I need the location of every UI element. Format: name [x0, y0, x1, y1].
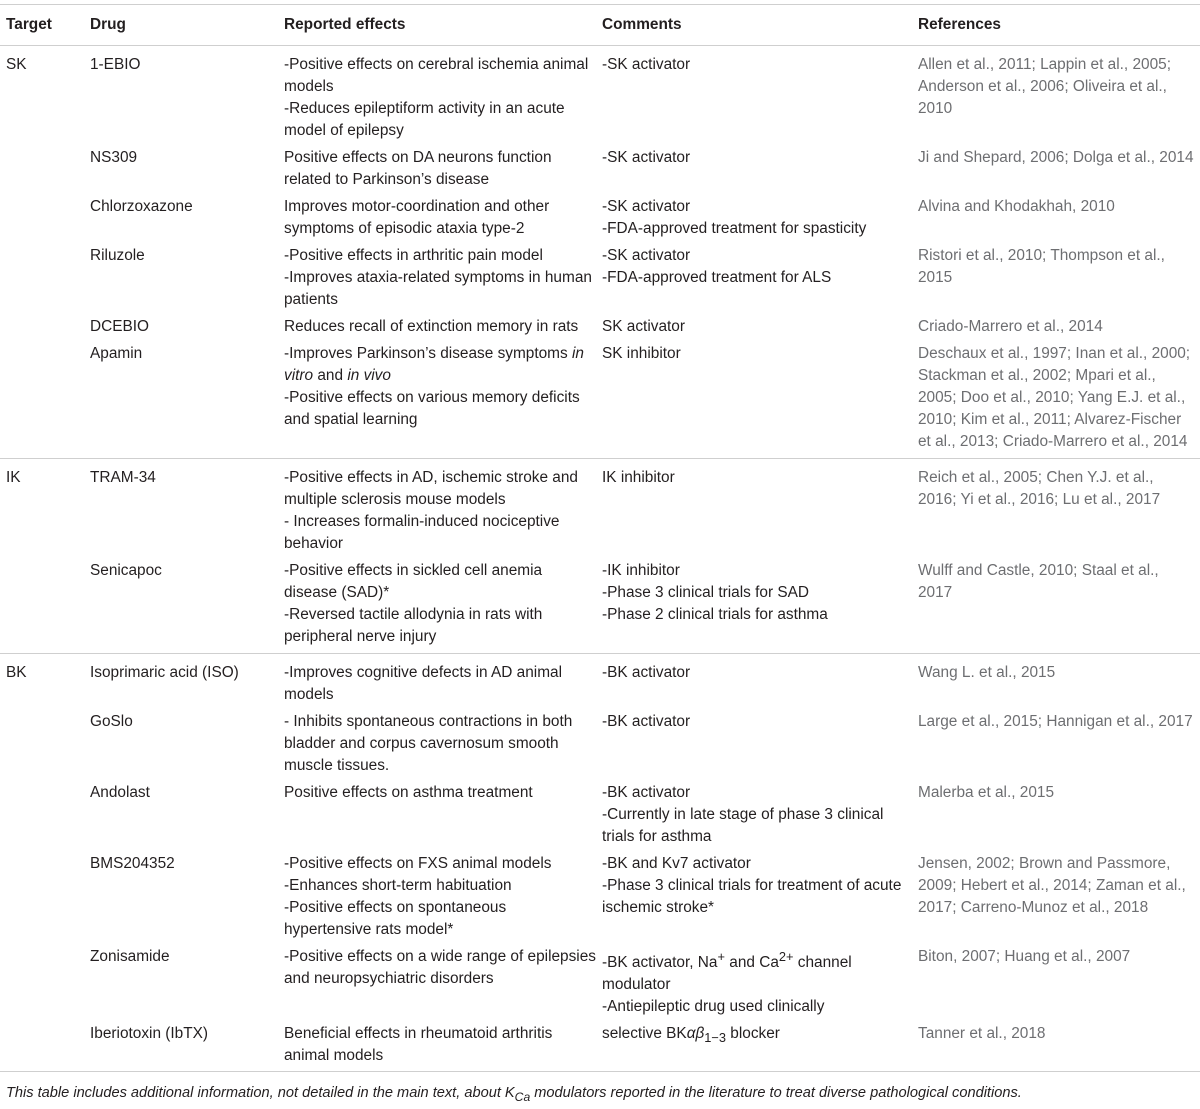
effects-text-segment: -Positive effects on cerebral ischemia animal models — [284, 56, 589, 95]
comments-text-segment: -BK activator — [602, 784, 691, 801]
references-cell: Wulff and Castle, 2010; Staal et al., 2017 — [918, 562, 1159, 601]
effects-text-segment: Reduces recall of extinction memory in rats — [284, 318, 579, 335]
reported-effects-cell — [278, 316, 596, 343]
comments-cell — [596, 196, 912, 245]
comments-line — [602, 196, 912, 218]
header-references: References — [918, 16, 1001, 33]
reported-effects-cell — [278, 245, 596, 316]
drug-cell: NS309 — [90, 149, 138, 166]
effects-text-segment: -Improves Parkinson’s disease symptoms — [284, 345, 572, 362]
header-target: Target — [6, 16, 52, 33]
table-header — [0, 5, 1200, 46]
comments-cell — [596, 343, 912, 459]
target-cell — [0, 782, 84, 853]
effects-text-segment: -Reduces epileptiform activity in an acute model of epilepsy — [284, 100, 565, 139]
references-cell: Ristori et al., 2010; Thompson et al., 2015 — [918, 247, 1165, 286]
target-cell — [0, 560, 84, 654]
table-row — [0, 711, 1200, 782]
drug-cell: Isoprimaric acid (ISO) — [90, 664, 239, 681]
comments-text-segment: selective BK — [602, 1025, 687, 1043]
comments-text-segment: 2+ — [778, 949, 794, 964]
drug-cell: Iberiotoxin (IbTX) — [90, 1025, 209, 1043]
effects-line — [284, 98, 596, 142]
target-cell — [0, 316, 84, 343]
comments-text-segment: channel modulator — [602, 954, 852, 994]
comments-cell — [596, 46, 912, 148]
reported-effects-cell — [278, 946, 596, 1023]
drug-cell: Riluzole — [90, 247, 145, 264]
effects-line — [284, 711, 596, 777]
effects-text-segment: Beneficial effects in rheumatoid arthritis animal models — [284, 1025, 553, 1065]
effects-line — [284, 267, 596, 311]
reported-effects-cell — [278, 46, 596, 148]
comments-line — [602, 946, 912, 996]
comments-text-segment: -BK activator, Na — [602, 954, 718, 972]
references-cell: Criado-Marrero et al., 2014 — [918, 318, 1103, 335]
effects-text-segment: -Positive effects on FXS animal models — [284, 855, 552, 872]
effects-text-segment: and — [313, 367, 348, 384]
comments-line — [602, 316, 912, 338]
drug-cell: GoSlo — [90, 713, 133, 730]
comments-line — [602, 218, 912, 240]
comments-text-segment: -Phase 2 clinical trials for asthma — [602, 606, 828, 623]
header-reported-effects: Reported effects — [284, 16, 406, 33]
header-comments: Comments — [602, 16, 682, 33]
references-cell: Allen et al., 2011; Lappin et al., 2005; Anderson et al., 2006; Oliveira et al., 2010 — [918, 56, 1171, 117]
drug-cell: BMS204352 — [90, 855, 175, 872]
comments-text-segment: -Antiepileptic drug used clinically — [602, 998, 825, 1016]
reported-effects-cell — [278, 711, 596, 782]
effects-line — [284, 782, 596, 804]
reported-effects-cell — [278, 196, 596, 245]
comments-text-segment: -BK activator — [602, 664, 691, 681]
effects-line — [284, 946, 596, 990]
effects-line — [284, 511, 596, 555]
comments-line — [602, 267, 912, 289]
target-cell — [0, 147, 84, 196]
references-cell: Malerba et al., 2015 — [918, 784, 1055, 801]
reported-effects-cell — [278, 782, 596, 853]
comments-line — [602, 1023, 912, 1049]
effects-text-segment: - Inhibits spontaneous contractions in both bladder and corpus cavernosum smooth muscle tissues. — [284, 713, 573, 774]
comments-text-segment: -SK activator — [602, 149, 691, 166]
table-row — [0, 196, 1200, 245]
comments-text-segment: + — [717, 949, 725, 964]
drug-cell: DCEBIO — [90, 318, 150, 335]
reported-effects-cell — [278, 654, 596, 712]
reported-effects-cell — [278, 343, 596, 459]
drug-cell: Chlorzoxazone — [90, 198, 193, 215]
references-cell: Alvina and Khodakhah, 2010 — [918, 198, 1115, 215]
target-cell: BK — [6, 664, 27, 681]
comments-cell — [596, 711, 912, 782]
target-cell — [0, 853, 84, 946]
effects-line — [284, 853, 596, 875]
effects-line — [284, 662, 596, 706]
target-cell — [0, 196, 84, 245]
table-row — [0, 782, 1200, 853]
table-footnote — [6, 1083, 1196, 1107]
comments-line — [602, 245, 912, 267]
effects-text-segment: -Positive effects in arthritic pain model — [284, 247, 543, 264]
comments-text-segment: SK inhibitor — [602, 345, 681, 362]
table-row — [0, 853, 1200, 946]
reported-effects-cell — [278, 147, 596, 196]
table-row — [0, 654, 1200, 712]
drug-cell: TRAM-34 — [90, 469, 156, 486]
footnote-text-end: modulators reported in the literature to treat diverse pathological conditions. — [530, 1085, 1022, 1101]
comments-cell — [596, 782, 912, 853]
effects-text-segment: -Positive effects on various memory deficits and spatial learning — [284, 389, 580, 428]
effects-line — [284, 1023, 596, 1067]
comments-text-segment: -SK activator — [602, 56, 691, 73]
comments-line — [602, 662, 912, 684]
comments-line — [602, 782, 912, 804]
references-cell: Ji and Shepard, 2006; Dolga et al., 2014 — [918, 149, 1194, 166]
drug-cell: Andolast — [90, 784, 150, 801]
target-cell: IK — [6, 469, 21, 486]
effects-line — [284, 604, 596, 648]
drug-cell: Apamin — [90, 345, 143, 362]
effects-line — [284, 196, 596, 240]
footnote-subscript: Ca — [514, 1089, 531, 1104]
table-body — [0, 46, 1200, 1072]
table-row — [0, 245, 1200, 316]
comments-text-segment: SK activator — [602, 318, 685, 335]
effects-text-segment: Improves motor-coordination and other symptoms of episodic ataxia type-2 — [284, 198, 550, 237]
effects-line — [284, 316, 596, 338]
effects-text-segment: Positive effects on asthma treatment — [284, 784, 533, 801]
target-cell: SK — [6, 56, 27, 73]
effects-line — [284, 467, 596, 511]
comments-text-segment: 1−3 — [704, 1030, 727, 1046]
drug-cell: 1-EBIO — [90, 56, 141, 73]
drug-cell: Zonisamide — [90, 948, 170, 965]
effects-text-segment: -Positive effects on a wide range of epilepsies and neuropsychiatric disorders — [284, 948, 596, 987]
comments-line — [602, 853, 912, 875]
header-row — [0, 5, 1200, 46]
comments-line — [602, 147, 912, 169]
drug-cell: Senicapoc — [90, 562, 162, 579]
comments-cell — [596, 560, 912, 654]
comments-text-segment: -SK activator — [602, 247, 691, 264]
target-cell — [0, 245, 84, 316]
references-cell: Wang L. et al., 2015 — [918, 664, 1056, 681]
references-cell: Tanner et al., 2018 — [918, 1025, 1046, 1043]
comments-text-segment: -Phase 3 clinical trials for treatment of acute ischemic stroke* — [602, 877, 902, 916]
effects-line — [284, 54, 596, 98]
effects-text-segment: -Positive effects on spontaneous hypertensive rats model* — [284, 899, 507, 938]
references-cell: Deschaux et al., 1997; Inan et al., 2000; Stackman et al., 2002; Mpari et al., 2005; Doo et al., 2010; Yang E.J. et al., 2010; Kim et al., 2011; Alvarez-Fischer et al., 2013; Criado-Marrero et al., 2014 — [918, 345, 1191, 450]
comments-text-segment: and Ca — [724, 954, 779, 972]
table-row — [0, 560, 1200, 654]
effects-line — [284, 147, 596, 191]
table-row — [0, 147, 1200, 196]
comments-text-segment: IK inhibitor — [602, 469, 675, 486]
comments-cell — [596, 316, 912, 343]
table-row — [0, 343, 1200, 459]
comments-line — [602, 996, 912, 1018]
comments-line — [602, 343, 912, 365]
effects-text-segment: in vivo — [347, 367, 391, 384]
effects-text-segment: -Reversed tactile allodynia in rats with peripheral nerve injury — [284, 606, 543, 645]
effects-line — [284, 875, 596, 897]
reported-effects-cell — [278, 1023, 596, 1072]
effects-line — [284, 560, 596, 604]
comments-cell — [596, 147, 912, 196]
comments-line — [602, 804, 912, 848]
table-row — [0, 316, 1200, 343]
comments-cell — [596, 245, 912, 316]
comments-cell — [596, 1023, 912, 1072]
reported-effects-cell — [278, 853, 596, 946]
comments-line — [602, 875, 912, 919]
target-cell — [0, 343, 84, 459]
references-cell: Jensen, 2002; Brown and Passmore, 2009; Hebert et al., 2014; Zaman et al., 2017; Carreno-Munoz et al., 2018 — [918, 855, 1186, 916]
target-cell — [0, 946, 84, 1023]
comments-cell — [596, 853, 912, 946]
table-row — [0, 946, 1200, 1023]
comments-text-segment: -FDA-approved treatment for spasticity — [602, 220, 867, 237]
comments-text-segment: -Currently in late stage of phase 3 clinical trials for asthma — [602, 806, 884, 845]
table-row — [0, 1023, 1200, 1072]
kca-modulators-table — [0, 4, 1200, 1072]
comments-line — [602, 582, 912, 604]
comments-cell — [596, 946, 912, 1023]
effects-text-segment: in vitro — [284, 345, 584, 384]
reported-effects-cell — [278, 459, 596, 561]
effects-line — [284, 897, 596, 941]
references-cell: Large et al., 2015; Hannigan et al., 2017 — [918, 713, 1193, 730]
comments-text-segment: blocker — [726, 1025, 780, 1043]
effects-text-segment: - Increases formalin-induced nociceptive behavior — [284, 513, 560, 552]
table-row — [0, 46, 1200, 148]
effects-text-segment: -Improves ataxia-related symptoms in human patients — [284, 269, 592, 308]
comments-line — [602, 604, 912, 626]
references-cell: Biton, 2007; Huang et al., 2007 — [918, 948, 1131, 965]
comments-line — [602, 560, 912, 582]
comments-text-segment: -BK activator — [602, 713, 691, 730]
target-cell — [0, 1023, 84, 1072]
comments-text-segment: αβ — [686, 1025, 705, 1043]
comments-cell — [596, 459, 912, 561]
effects-line — [284, 343, 596, 387]
reported-effects-cell — [278, 560, 596, 654]
comments-line — [602, 711, 912, 733]
table-row — [0, 459, 1200, 561]
footnote-text: This table includes additional information, not detailed in the main text, about K — [6, 1085, 515, 1101]
effects-text-segment: -Improves cognitive defects in AD animal models — [284, 664, 563, 703]
comments-text-segment: -BK and Kv7 activator — [602, 855, 751, 872]
comments-text-segment: -SK activator — [602, 198, 691, 215]
target-cell — [0, 711, 84, 782]
comments-text-segment: -IK inhibitor — [602, 562, 680, 579]
comments-line — [602, 54, 912, 76]
effects-line — [284, 387, 596, 431]
references-cell: Reich et al., 2005; Chen Y.J. et al., 2016; Yi et al., 2016; Lu et al., 2017 — [918, 469, 1161, 508]
effects-line — [284, 245, 596, 267]
effects-text-segment: -Enhances short-term habituation — [284, 877, 512, 894]
comments-text-segment: -Phase 3 clinical trials for SAD — [602, 584, 809, 601]
comments-text-segment: -FDA-approved treatment for ALS — [602, 269, 832, 286]
effects-text-segment: Positive effects on DA neurons function related to Parkinson’s disease — [284, 149, 552, 188]
effects-text-segment: -Positive effects in AD, ischemic stroke and multiple sclerosis mouse models — [284, 469, 578, 508]
comments-cell — [596, 654, 912, 712]
effects-text-segment: -Positive effects in sickled cell anemia disease (SAD)* — [284, 562, 543, 601]
comments-line — [602, 467, 912, 489]
header-drug: Drug — [90, 16, 126, 33]
